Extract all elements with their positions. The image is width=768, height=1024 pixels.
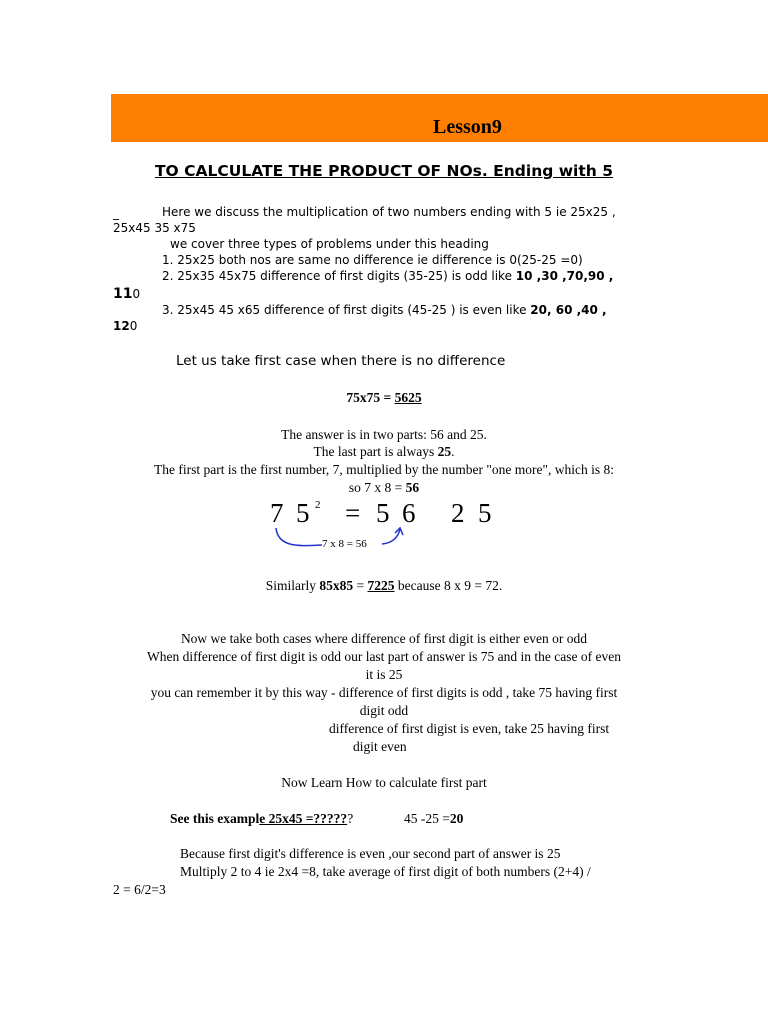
similarly-c: = — [353, 578, 368, 593]
intro-item-3-bold: 12 — [113, 319, 130, 333]
diagram-result-2: 2 — [451, 498, 465, 528]
cases-line-6: difference of first digist is even, take 25 having first — [329, 721, 610, 736]
diagram-equals: = — [345, 498, 361, 528]
case1-equation-left: 75x75 = — [346, 390, 395, 405]
intro-line-1: Here we discuss the multiplication of two numbers ending with 5 ie 25x25 , — [162, 205, 616, 219]
intro-item-1: 1. 25x25 both nos are same no difference ie difference is 0(25-25 =0) — [162, 253, 583, 267]
diagram-label: 7 x 8 = 56 — [322, 538, 367, 550]
because-line-2: Multiply 2 to 4 ie 2x4 =8, take average of first digit of both numbers (2+4) / — [180, 864, 591, 879]
intro-line-3: we cover three types of problems under this heading — [170, 237, 489, 251]
intro-item-3-values: 20, 60 ,40 , — [530, 303, 607, 317]
intro-line-2: 25x45 35 x75 — [113, 221, 196, 235]
intro-item-2-text: 2. 25x35 45x75 difference of first digits (35-25) is odd like — [162, 269, 516, 283]
case1-exp-2c: . — [451, 444, 455, 459]
example-a: See this exampl — [170, 811, 260, 826]
case1-exp-2a: The last part is always — [313, 444, 438, 459]
because-line-3: 2 = 6/2=3 — [113, 882, 166, 897]
intro-item-3-text: 3. 25x45 45 x65 difference of first digits (45-25 ) is even like — [162, 303, 531, 317]
diagram-result-5b: 5 — [478, 498, 492, 528]
cases-line-5: digit odd — [359, 703, 409, 718]
case1-exp-1: The answer is in two parts: 56 and 25. — [281, 427, 487, 442]
case1-exp-3: The first part is the first number, 7, multiplied by the number "one more", which is 8: — [153, 462, 614, 477]
intro-dash: _ — [113, 206, 119, 220]
similarly-line — [0, 578, 768, 594]
example-d: 45 -25 = — [404, 811, 450, 826]
intro-item-3-rest: 0 — [129, 319, 138, 333]
page-heading: TO CALCULATE THE PRODUCT OF NOs. Ending with 5 — [154, 162, 613, 180]
cases-line-3: it is 25 — [365, 667, 403, 682]
example-diff — [404, 811, 463, 827]
cases-line-1: Now we take both cases where difference of first digit is either even or odd — [180, 631, 588, 646]
cases-line-2: When difference of first digit is odd our last part of answer is 75 and in the case of even — [147, 649, 621, 664]
case1-exp-2b: 25 — [437, 444, 452, 459]
similarly-a: Similarly — [265, 578, 320, 593]
example-e: 20 — [449, 811, 464, 826]
example-c: ? — [347, 811, 354, 826]
intro-item-2-values: 10 ,30 ,70,90 , — [515, 269, 614, 283]
example-line — [170, 811, 353, 827]
diagram-digit-7: 7 — [270, 498, 284, 528]
case1-exp-4b: 56 — [405, 480, 420, 495]
intro-item-2-bold: 11 — [113, 286, 133, 302]
intro-item-2-rest: 0 — [132, 287, 141, 301]
similarly-d: 7225 — [367, 578, 395, 593]
similarly-b: 85x85 — [319, 578, 354, 593]
diagram-exponent: 2 — [315, 499, 321, 511]
diagram-digit-5: 5 — [296, 498, 310, 528]
case1-title: Let us take first case when there is no difference — [176, 353, 506, 369]
cases-line-4: you can remember it by this way - difference of first digits is odd , take 75 having first — [150, 685, 618, 700]
case1-equation-result: 5625 — [394, 390, 422, 405]
case1-exp-4a: so 7 x 8 = — [348, 480, 406, 495]
lesson-title: Lesson9 — [433, 116, 502, 138]
similarly-e: because 8 x 9 = 72. — [394, 578, 503, 593]
diagram-result-6: 6 — [402, 498, 416, 528]
cases-line-7: digit even — [353, 739, 407, 754]
diagram-result-5: 5 — [376, 498, 390, 528]
example-b: e 25x45 =????? — [259, 811, 348, 826]
because-line-1: Because first digit's difference is even ,our second part of answer is 25 — [180, 846, 561, 861]
cases-line-8: Now Learn How to calculate first part — [281, 775, 487, 790]
